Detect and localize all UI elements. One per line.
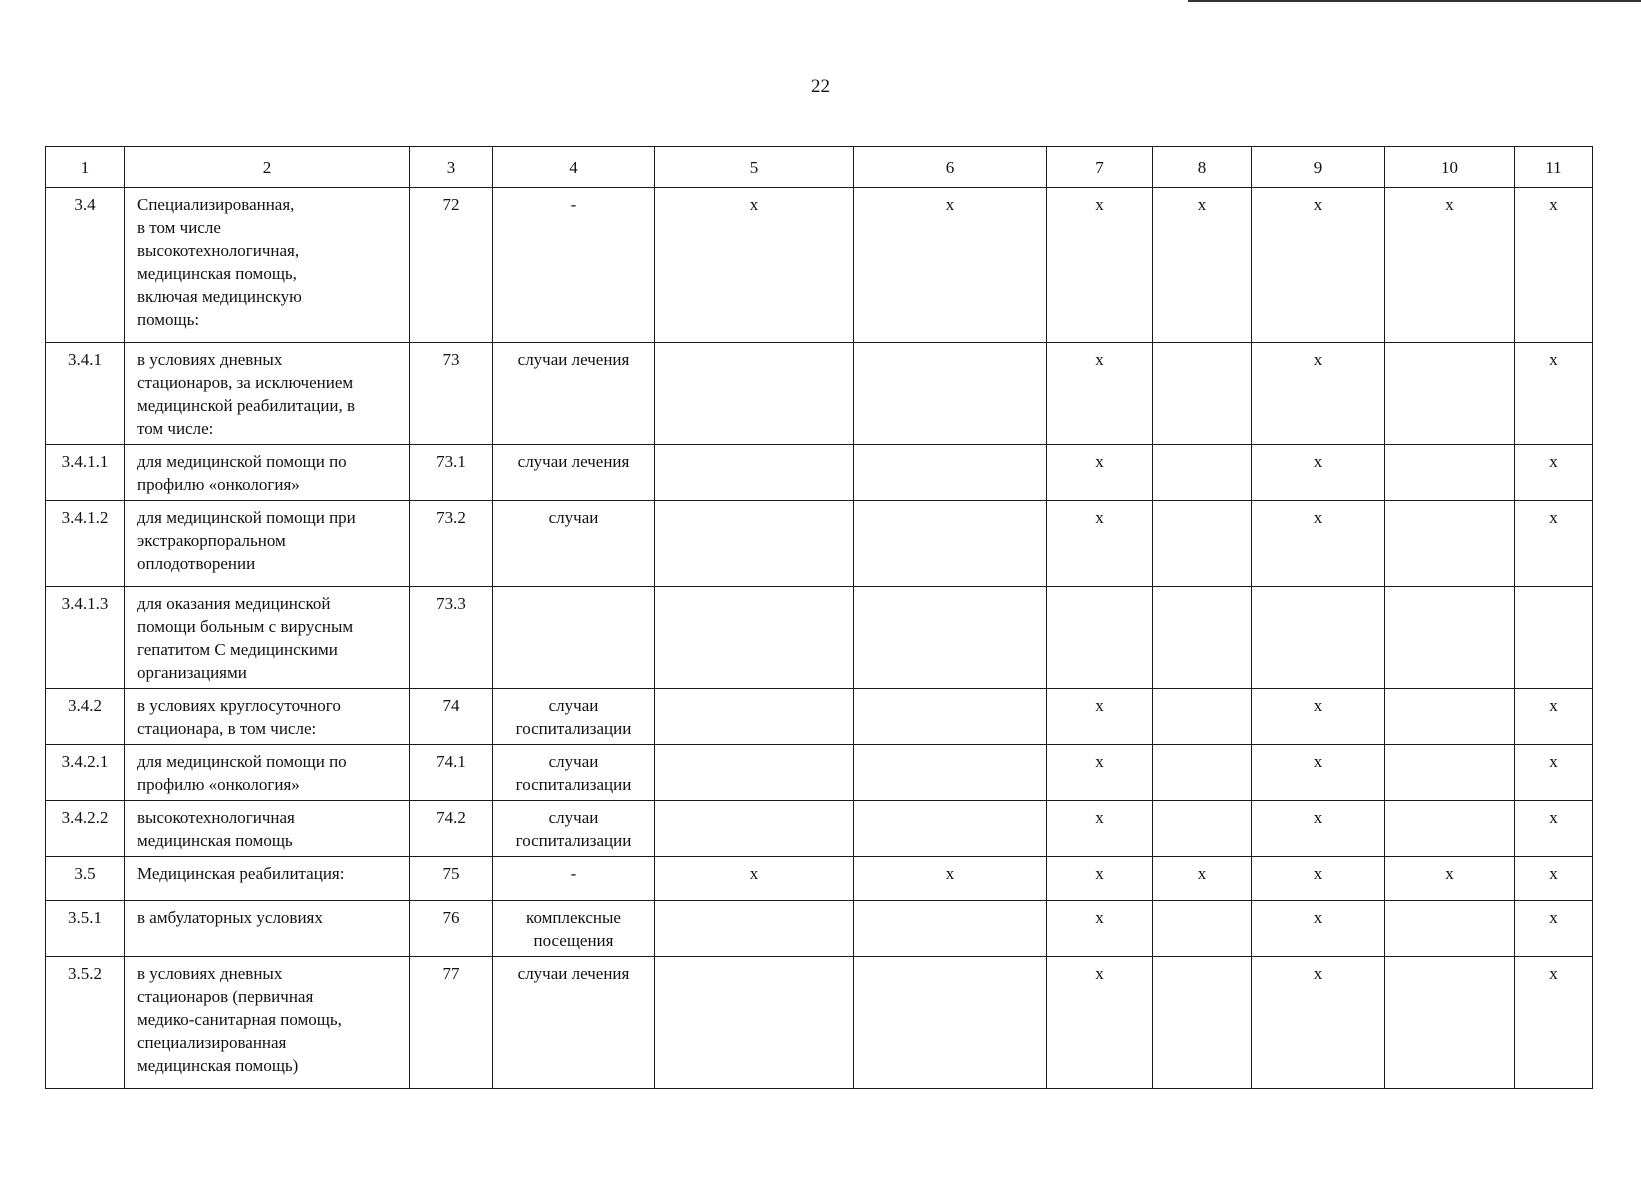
- value-cell-col7: x: [1047, 689, 1153, 745]
- value-cell-col8: [1153, 689, 1252, 745]
- row-number-cell: 3.4.1: [46, 343, 125, 445]
- value-cell-col7: x: [1047, 857, 1153, 901]
- row-code-cell: 74.2: [410, 801, 493, 857]
- row-unit-cell: случаи: [493, 501, 655, 587]
- value-cell-col7: x: [1047, 957, 1153, 1089]
- value-cell-col11: [1515, 587, 1593, 689]
- row-name-cell: для медицинской помощи по профилю «онкология»: [125, 745, 410, 801]
- value-cell-col5: [655, 689, 854, 745]
- value-cell-col10: [1385, 445, 1515, 501]
- value-cell-col11: x: [1515, 745, 1593, 801]
- value-cell-col6: x: [854, 857, 1047, 901]
- header-cell: 7: [1047, 147, 1153, 188]
- value-cell-col6: [854, 501, 1047, 587]
- value-cell-col9: x: [1252, 901, 1385, 957]
- table-row: [46, 689, 1593, 745]
- header-cell: 6: [854, 147, 1047, 188]
- row-code-cell: 73.1: [410, 445, 493, 501]
- value-cell-col5: [655, 957, 854, 1089]
- header-cell: 5: [655, 147, 854, 188]
- value-cell-col5: [655, 801, 854, 857]
- value-cell-col11: x: [1515, 689, 1593, 745]
- value-cell-col5: x: [655, 188, 854, 343]
- value-cell-col10: [1385, 801, 1515, 857]
- row-unit-cell: -: [493, 857, 655, 901]
- value-cell-col6: x: [854, 188, 1047, 343]
- row-name-cell: в условиях дневных стационаров, за исключением медицинской реабилитации, в том числе:: [125, 343, 410, 445]
- value-cell-col10: [1385, 587, 1515, 689]
- row-name-cell: для медицинской помощи при экстракорпоральном оплодотворении: [125, 501, 410, 587]
- value-cell-col7: [1047, 587, 1153, 689]
- row-code-cell: 75: [410, 857, 493, 901]
- row-number-cell: 3.4.2.2: [46, 801, 125, 857]
- value-cell-col7: x: [1047, 745, 1153, 801]
- table-body: [46, 147, 1593, 1089]
- value-cell-col11: x: [1515, 501, 1593, 587]
- row-code-cell: 73.3: [410, 587, 493, 689]
- row-code-cell: 77: [410, 957, 493, 1089]
- row-number-cell: 3.4.1.2: [46, 501, 125, 587]
- row-code-cell: 72: [410, 188, 493, 343]
- row-unit-cell: случаи госпитализации: [493, 689, 655, 745]
- table-row: [46, 957, 1593, 1089]
- value-cell-col9: x: [1252, 801, 1385, 857]
- value-cell-col8: [1153, 901, 1252, 957]
- table-row: [46, 501, 1593, 587]
- header-cell: 10: [1385, 147, 1515, 188]
- value-cell-col6: [854, 801, 1047, 857]
- row-number-cell: 3.5.2: [46, 957, 125, 1089]
- value-cell-col7: x: [1047, 343, 1153, 445]
- row-name-cell: Медицинская реабилитация:: [125, 857, 410, 901]
- value-cell-col5: [655, 501, 854, 587]
- value-cell-col9: x: [1252, 445, 1385, 501]
- value-cell-col11: x: [1515, 901, 1593, 957]
- value-cell-col8: [1153, 745, 1252, 801]
- row-number-cell: 3.4.2: [46, 689, 125, 745]
- row-unit-cell: случаи госпитализации: [493, 801, 655, 857]
- value-cell-col6: [854, 689, 1047, 745]
- table-row: [46, 901, 1593, 957]
- table-row: [46, 801, 1593, 857]
- value-cell-col5: x: [655, 857, 854, 901]
- value-cell-col10: [1385, 957, 1515, 1089]
- page-top-edge: [1188, 0, 1641, 2]
- row-number-cell: 3.5.1: [46, 901, 125, 957]
- value-cell-col11: x: [1515, 857, 1593, 901]
- row-name-cell: в условиях круглосуточного стационара, в том числе:: [125, 689, 410, 745]
- value-cell-col7: x: [1047, 501, 1153, 587]
- value-cell-col9: [1252, 587, 1385, 689]
- value-cell-col11: x: [1515, 801, 1593, 857]
- value-cell-col9: x: [1252, 857, 1385, 901]
- value-cell-col8: x: [1153, 857, 1252, 901]
- row-code-cell: 76: [410, 901, 493, 957]
- table-row: [46, 445, 1593, 501]
- header-cell: 8: [1153, 147, 1252, 188]
- value-cell-col7: x: [1047, 901, 1153, 957]
- value-cell-col6: [854, 901, 1047, 957]
- row-name-cell: Специализированная, в том числе высокотехнологичная, медицинская помощь, включая медицинскую помощь:: [125, 188, 410, 343]
- value-cell-col6: [854, 745, 1047, 801]
- value-cell-col7: x: [1047, 188, 1153, 343]
- table-header-row: [46, 147, 1593, 188]
- page-number: 22: [811, 76, 830, 97]
- value-cell-col9: x: [1252, 689, 1385, 745]
- value-cell-col7: x: [1047, 445, 1153, 501]
- header-cell: 11: [1515, 147, 1593, 188]
- value-cell-col9: x: [1252, 343, 1385, 445]
- value-cell-col11: x: [1515, 957, 1593, 1089]
- header-cell: 3: [410, 147, 493, 188]
- row-name-cell: высокотехнологичная медицинская помощь: [125, 801, 410, 857]
- row-unit-cell: случаи лечения: [493, 445, 655, 501]
- table-row: [46, 857, 1593, 901]
- value-cell-col8: x: [1153, 188, 1252, 343]
- value-cell-col7: x: [1047, 801, 1153, 857]
- indicators-table: [45, 146, 1593, 1089]
- row-unit-cell: [493, 587, 655, 689]
- value-cell-col6: [854, 445, 1047, 501]
- value-cell-col9: x: [1252, 745, 1385, 801]
- header-cell: 1: [46, 147, 125, 188]
- value-cell-col5: [655, 745, 854, 801]
- value-cell-col10: [1385, 343, 1515, 445]
- value-cell-col9: x: [1252, 501, 1385, 587]
- value-cell-col8: [1153, 587, 1252, 689]
- table-row: [46, 188, 1593, 343]
- value-cell-col8: [1153, 957, 1252, 1089]
- value-cell-col6: [854, 587, 1047, 689]
- row-number-cell: 3.5: [46, 857, 125, 901]
- value-cell-col11: x: [1515, 343, 1593, 445]
- value-cell-col8: [1153, 501, 1252, 587]
- value-cell-col5: [655, 445, 854, 501]
- row-name-cell: для оказания медицинской помощи больным с вирусным гепатитом С медицинскими организациями: [125, 587, 410, 689]
- value-cell-col10: [1385, 501, 1515, 587]
- row-unit-cell: случаи лечения: [493, 957, 655, 1089]
- row-unit-cell: комплексные посещения: [493, 901, 655, 957]
- row-number-cell: 3.4.1.1: [46, 445, 125, 501]
- row-code-cell: 74.1: [410, 745, 493, 801]
- value-cell-col10: x: [1385, 188, 1515, 343]
- row-unit-cell: случаи лечения: [493, 343, 655, 445]
- row-unit-cell: -: [493, 188, 655, 343]
- value-cell-col11: x: [1515, 445, 1593, 501]
- value-cell-col5: [655, 343, 854, 445]
- value-cell-col9: x: [1252, 957, 1385, 1089]
- row-name-cell: в амбулаторных условиях: [125, 901, 410, 957]
- row-number-cell: 3.4: [46, 188, 125, 343]
- row-number-cell: 3.4.1.3: [46, 587, 125, 689]
- table-row: [46, 587, 1593, 689]
- header-cell: 9: [1252, 147, 1385, 188]
- row-number-cell: 3.4.2.1: [46, 745, 125, 801]
- value-cell-col6: [854, 343, 1047, 445]
- row-code-cell: 74: [410, 689, 493, 745]
- header-cell: 4: [493, 147, 655, 188]
- table-row: [46, 745, 1593, 801]
- value-cell-col10: [1385, 745, 1515, 801]
- value-cell-col11: x: [1515, 188, 1593, 343]
- row-name-cell: в условиях дневных стационаров (первичная медико-санитарная помощь, специализированная медицинская помощь): [125, 957, 410, 1089]
- header-cell: 2: [125, 147, 410, 188]
- value-cell-col10: x: [1385, 857, 1515, 901]
- row-code-cell: 73.2: [410, 501, 493, 587]
- value-cell-col8: [1153, 445, 1252, 501]
- value-cell-col8: [1153, 801, 1252, 857]
- value-cell-col10: [1385, 689, 1515, 745]
- value-cell-col5: [655, 587, 854, 689]
- row-name-cell: для медицинской помощи по профилю «онкология»: [125, 445, 410, 501]
- value-cell-col9: x: [1252, 188, 1385, 343]
- value-cell-col10: [1385, 901, 1515, 957]
- row-code-cell: 73: [410, 343, 493, 445]
- row-unit-cell: случаи госпитализации: [493, 745, 655, 801]
- value-cell-col5: [655, 901, 854, 957]
- table-row: [46, 343, 1593, 445]
- value-cell-col6: [854, 957, 1047, 1089]
- value-cell-col8: [1153, 343, 1252, 445]
